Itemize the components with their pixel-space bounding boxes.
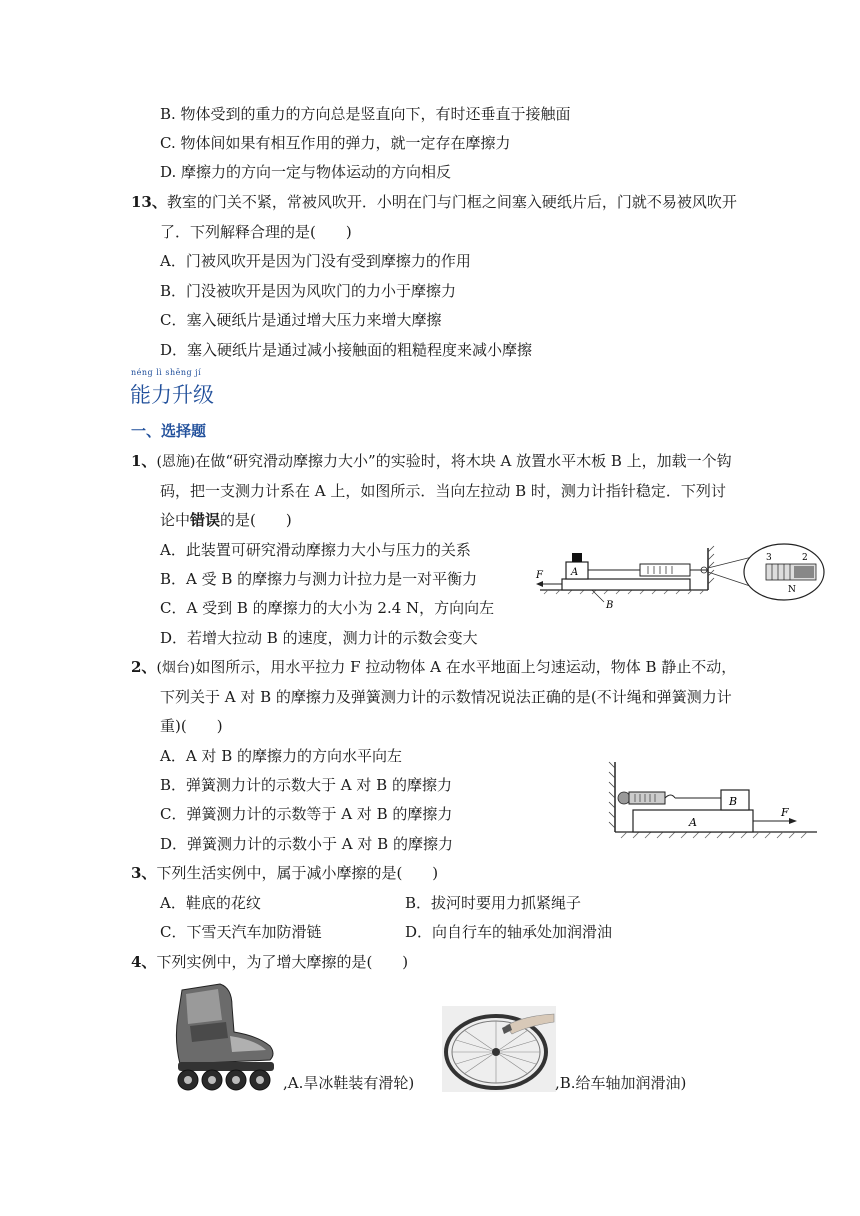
p4-option-b-caption: ,B.给车轴加润滑油): [555, 1074, 687, 1092]
p1-text-pre: 论中: [160, 511, 191, 529]
fig1-scale-label: 2: [802, 553, 808, 563]
question-number: 4、: [131, 953, 157, 971]
p3-stem: [131, 863, 438, 883]
p2-option-a: A．A 对 B 的摩擦力的方向水平向左: [160, 747, 402, 765]
fig2-label-f: F: [781, 806, 789, 819]
roller-skate-image: [160, 980, 284, 1092]
fig1-label-a: A: [571, 567, 579, 578]
p2-option-c: C．弹簧测力计的示数等于 A 对 B 的摩擦力: [160, 805, 453, 823]
p1-emphasis: 错误: [190, 511, 221, 529]
p4-text: 下列实例中，为了增大摩擦的是( ): [156, 953, 409, 971]
question-number: 2、: [131, 658, 157, 676]
p2-stem-line1: [131, 657, 736, 678]
fig1-label-f: F: [536, 570, 543, 581]
q13-option-a: A．门被风吹开是因为门没有受到摩擦力的作用: [160, 252, 471, 270]
q13-option-d: D．塞入硬纸片是通过减小接触面的粗糙程度来减小摩擦: [160, 341, 533, 359]
q13-option-b: B．门没被吹开是因为风吹门的力小于摩擦力: [160, 282, 457, 300]
q13-option-c: C．塞入硬纸片是通过增大压力来增大摩擦: [160, 311, 442, 329]
p4-stem: [131, 952, 408, 972]
p1-option-d: D．若增大拉动 B 的速度，测力计的示数会变大: [160, 629, 478, 647]
section-title: 能力升级: [130, 383, 214, 407]
q13-stem-line1: [131, 192, 737, 212]
p1-option-c: C．A 受到 B 的摩擦力的大小为 2.4 N，方向向左: [160, 599, 495, 617]
p2-friction-figure: [605, 758, 820, 840]
bicycle-wheel-image: [442, 1006, 556, 1092]
p1-stem-line2: 码，把一支测力计系在 A 上，如图所示．当向左拉动 B 时，测力计指针稳定．下列讨: [160, 482, 726, 500]
p1-stem-line3: [160, 510, 292, 530]
p3-option-c: C．下雪天汽车加防滑链: [160, 923, 322, 941]
p3-option-d: D．向自行车的轴承处加润滑油: [405, 923, 613, 941]
p2-stem-line3: 重)( ): [160, 717, 223, 735]
q12-option-b: B. 物体受到的重力的方向总是竖直向下，有时还垂直于接触面: [160, 105, 571, 123]
p1-option-a: A．此装置可研究滑动摩擦力大小与压力的关系: [160, 541, 471, 559]
p4-option-a-caption: ,A.旱冰鞋装有滑轮): [283, 1074, 415, 1092]
q13-text: 教室的门关不紧，常被风吹开．小明在门与门框之间塞入硬纸片后，门就不易被风吹开: [166, 193, 737, 211]
p1-text: 在做“研究滑动摩擦力大小”的实验时，将木块 A 放置水平木板 B 上，加载一个钩: [195, 452, 732, 470]
p2-text: 如图所示，用水平拉力 F 拉动物体 A 在水平地面上匀速运动，物体 B 静止不动，: [195, 658, 737, 676]
fig2-label-b: B: [729, 795, 738, 808]
fig1-scale-label: 3: [766, 553, 772, 563]
p2-option-d: D．弹簧测力计的示数小于 A 对 B 的摩擦力: [160, 835, 453, 853]
p1-friction-figure: [532, 542, 827, 654]
p2-option-b: B．弹簧测力计的示数大于 A 对 B 的摩擦力: [160, 776, 452, 794]
q12-option-c: C. 物体间如果有相互作用的弹力，就一定存在摩擦力: [160, 134, 511, 152]
q13-stem-line2: 了．下列解释合理的是( ): [160, 223, 352, 241]
p3-option-a: A．鞋底的花纹: [160, 894, 261, 912]
p3-text: 下列生活实例中，属于减小摩擦的是( ): [156, 864, 439, 882]
source-tag: (恩施): [156, 454, 196, 470]
source-tag: (烟台): [156, 660, 196, 676]
p2-stem-line2: 下列关于 A 对 B 的摩擦力及弹簧测力计的示数情况说法正确的是(不计绳和弹簧测力计: [160, 688, 732, 706]
section-pinyin: néng lì shēng jí: [131, 368, 202, 377]
q12-option-d: D. 摩擦力的方向一定与物体运动的方向相反: [160, 163, 452, 181]
subsection-title: 一、选择题: [131, 422, 207, 440]
fig1-label-b: B: [606, 600, 614, 611]
p1-option-b: B．A 受 B 的摩擦力与测力计拉力是一对平衡力: [160, 570, 478, 588]
fig1-scale-unit: N: [788, 585, 796, 595]
question-number: 13、: [131, 193, 167, 211]
p1-stem-line1: [131, 451, 732, 472]
question-number: 3、: [131, 864, 157, 882]
p3-option-b: B．拔河时要用力抓紧绳子: [405, 894, 582, 912]
question-number: 1、: [131, 452, 157, 470]
p1-text-post: 的是( ): [220, 511, 292, 529]
fig2-label-a: A: [689, 816, 697, 829]
